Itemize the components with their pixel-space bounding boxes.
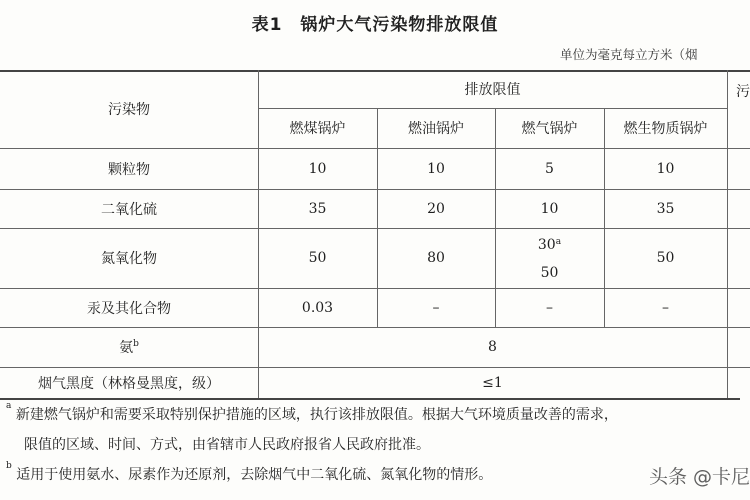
cell-value: 50 (308, 250, 327, 266)
unit-label: 单位为毫克每立方米（烟 (560, 47, 698, 62)
table-bottom-rule (0, 398, 740, 400)
cell-value: 10 (308, 160, 327, 177)
footnote-b-text: 适用于使用氨水、尿素作为还原剂，去除烟气中二氧化硫、氮氧化物的情形。 (16, 467, 493, 483)
cell-value: 10 (540, 200, 559, 217)
footnote-a-line2: 限值的区域、时间、方式，由省辖市人民政府报省人民政府批准。 (24, 437, 430, 453)
row-name: 颗粒物 (108, 161, 150, 178)
header-pollutant: 污染物 (108, 102, 150, 118)
row-name: 氨 (119, 340, 134, 356)
footnote-marker-a: a (555, 237, 562, 247)
row-name: 烟气黑度（林格曼黑度，级） (38, 375, 220, 392)
cell-value: 20 (427, 200, 445, 217)
cell-value: 5 (545, 160, 554, 177)
footnote-a-mark: a (6, 401, 12, 411)
cell-value: 80 (427, 250, 445, 266)
footnote-a-text: 新建燃气锅炉和需要采取特别保护措施的区域，执行该排放限值。根据大气环境质量改善的需求， (15, 407, 618, 423)
table-title: 表1 锅炉大气污染物排放限值 (251, 15, 499, 35)
cell-value: 35 (656, 200, 675, 217)
footnote-b-mark: b (6, 461, 12, 471)
header-coal-boiler: 燃煤锅炉 (289, 121, 346, 137)
header-biomass-boiler: 燃生物质锅炉 (623, 121, 708, 137)
row-name: 氮氧化物 (101, 251, 157, 267)
cell-value: 50 (656, 250, 675, 266)
row-name-with-footnote (0, 327, 258, 367)
header-oil-boiler: 燃油锅炉 (408, 121, 464, 137)
col-divider (727, 70, 728, 398)
watermark: 头条 @卡尼 (648, 466, 750, 488)
cell-value: – (546, 299, 553, 316)
cell-value: – (432, 299, 440, 316)
cell-value: 10 (656, 160, 675, 177)
cell-value: 10 (427, 160, 445, 177)
cell-value: 30 (537, 237, 556, 253)
header-gas-boiler: 燃气锅炉 (521, 121, 578, 137)
row-name: 汞及其化合物 (87, 300, 171, 317)
cell-value-with-footnote (495, 232, 604, 258)
footnote-a-line1 (6, 401, 618, 424)
header-cut-column: 污 (736, 84, 750, 100)
merged-cell-value: ≤1 (482, 374, 503, 391)
row-name: 二氧化硫 (101, 201, 157, 218)
header-limit-group: 排放限值 (464, 82, 521, 98)
cell-value: 0.03 (301, 299, 334, 316)
cell-value: 50 (540, 265, 559, 281)
merged-cell-value: 8 (488, 339, 497, 355)
footnote-b-line1 (6, 461, 493, 484)
cell-value: 35 (308, 200, 327, 217)
footnote-marker-b: b (133, 339, 139, 349)
cell-value: – (662, 299, 669, 316)
